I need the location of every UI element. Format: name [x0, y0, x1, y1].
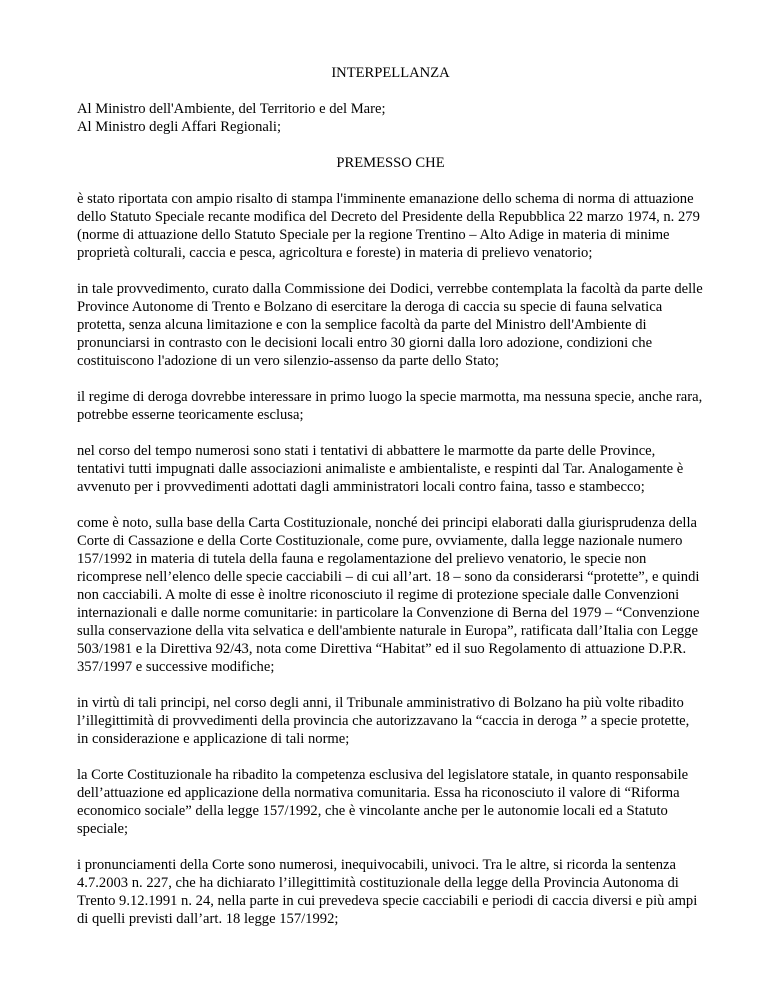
recipient-line: Al Ministro dell'Ambiente, del Territorio e del Mare; [77, 101, 386, 117]
section-heading: PREMESSO CHE [336, 155, 445, 171]
paragraph: i pronunciamenti della Corte sono numerosi, inequivocabili, univoci. Tra le altre, si ricorda la sentenza 4.7.2003 n. 227, che ha dichiarato l’illegittimità costituzionale della legge della Provincia Autonoma di Trento 9.12.1991 n. 24, nella parte in cui prevedeva specie cacciabili e periodi di caccia diversi e più ampi di quelli previsti dall’art. 18 legge 157/1992; [77, 857, 698, 927]
recipients-block [77, 100, 704, 136]
paragraph: è stato riportata con ampio risalto di stampa l'imminente emanazione dello schema di norma di attuazione dello Statuto Speciale recante modifica del Decreto del Presidente della Repubblica 22 marzo 1974, n. 279 (norme di attuazione dello Statuto Speciale per la regione Trentino – Alto Adige in materia di minime proprietà colturali, caccia e pesca, agricoltura e foreste) in materia di prelievo venatorio; [77, 191, 700, 261]
paragraph: come è noto, sulla base della Carta Costituzionale, nonché dei principi elaborati dalla giurisprudenza della Corte di Cassazione e della Corte Costituzionale, come pure, ovviamente, dalla legge nazionale numero 157/1992 in materia di tutela della fauna e regolamentazione del prelievo venatorio, le specie non ricomprese nell’elenco delle specie cacciabili – di cui all’art. 18 – sono da considerarsi “protette”, e quindi non cacciabili. A molte di esse è inoltre riconosciuto il regime di protezione speciale dalle Convenzioni internazionali e dalle norme comunitarie: in particolare la Convenzione di Berna del 1979 – “Convenzione sulla conservazione della vita selvatica e dell'ambiente naturale in Europa”, ratificata dall’Italia con Legge 503/1981 e la Direttiva 92/43, nota come Direttiva “Habitat” ed il suo Regolamento di attuazione D.P.R. 357/1997 e successive modifiche; [77, 515, 700, 675]
paragraph: in tale provvedimento, curato dalla Commissione dei Dodici, verrebbe contemplata la facoltà da parte delle Province Autonome di Trento e Bolzano di esercitare la deroga di caccia su specie di fauna selvatica protetta, senza alcuna limitazione e con la semplice facoltà da parte del Ministro dell'Ambiente di pronunciarsi in contrasto con le decisioni locali entro 30 giorni dalla loro adozione, condizioni che costituiscono l'adozione di un vero silenzio-assenso da parte dello Stato; [77, 281, 703, 369]
paragraph: la Corte Costituzionale ha ribadito la competenza esclusiva del legislatore statale, in quanto responsabile dell’attuazione ed applicazione della normativa comunitaria. Essa ha riconosciuto il valore di “Riforma economico sociale” della legge 157/1992, che è vincolante anche per le autonomie locali ed a Statuto speciale; [77, 767, 689, 837]
paragraph: in virtù di tali principi, nel corso degli anni, il Tribunale amministrativo di Bolzano ha più volte ribadito l’illegittimità di provvedimenti della provincia che autorizzavano la “caccia in deroga ” a specie protette, in considerazione e applicazione di tali norme; [77, 695, 690, 747]
paragraph: il regime di deroga dovrebbe interessare in primo luogo la specie marmotta, ma nessuna specie, anche rara, potrebbe esserne teoricamente esclusa; [77, 389, 703, 423]
document-title: INTERPELLANZA [331, 65, 450, 81]
recipient-line: Al Ministro degli Affari Regionali; [77, 119, 282, 135]
paragraph: nel corso del tempo numerosi sono stati i tentativi di abbattere le marmotte da parte delle Province, tentativi tutti impugnati dalle associazioni animaliste e ambientaliste, e respinti dal Tar. Analogamente è avvenuto per i provvedimenti adottati dagli amministratori locali contro faina, tasso e stambecco; [77, 443, 684, 495]
